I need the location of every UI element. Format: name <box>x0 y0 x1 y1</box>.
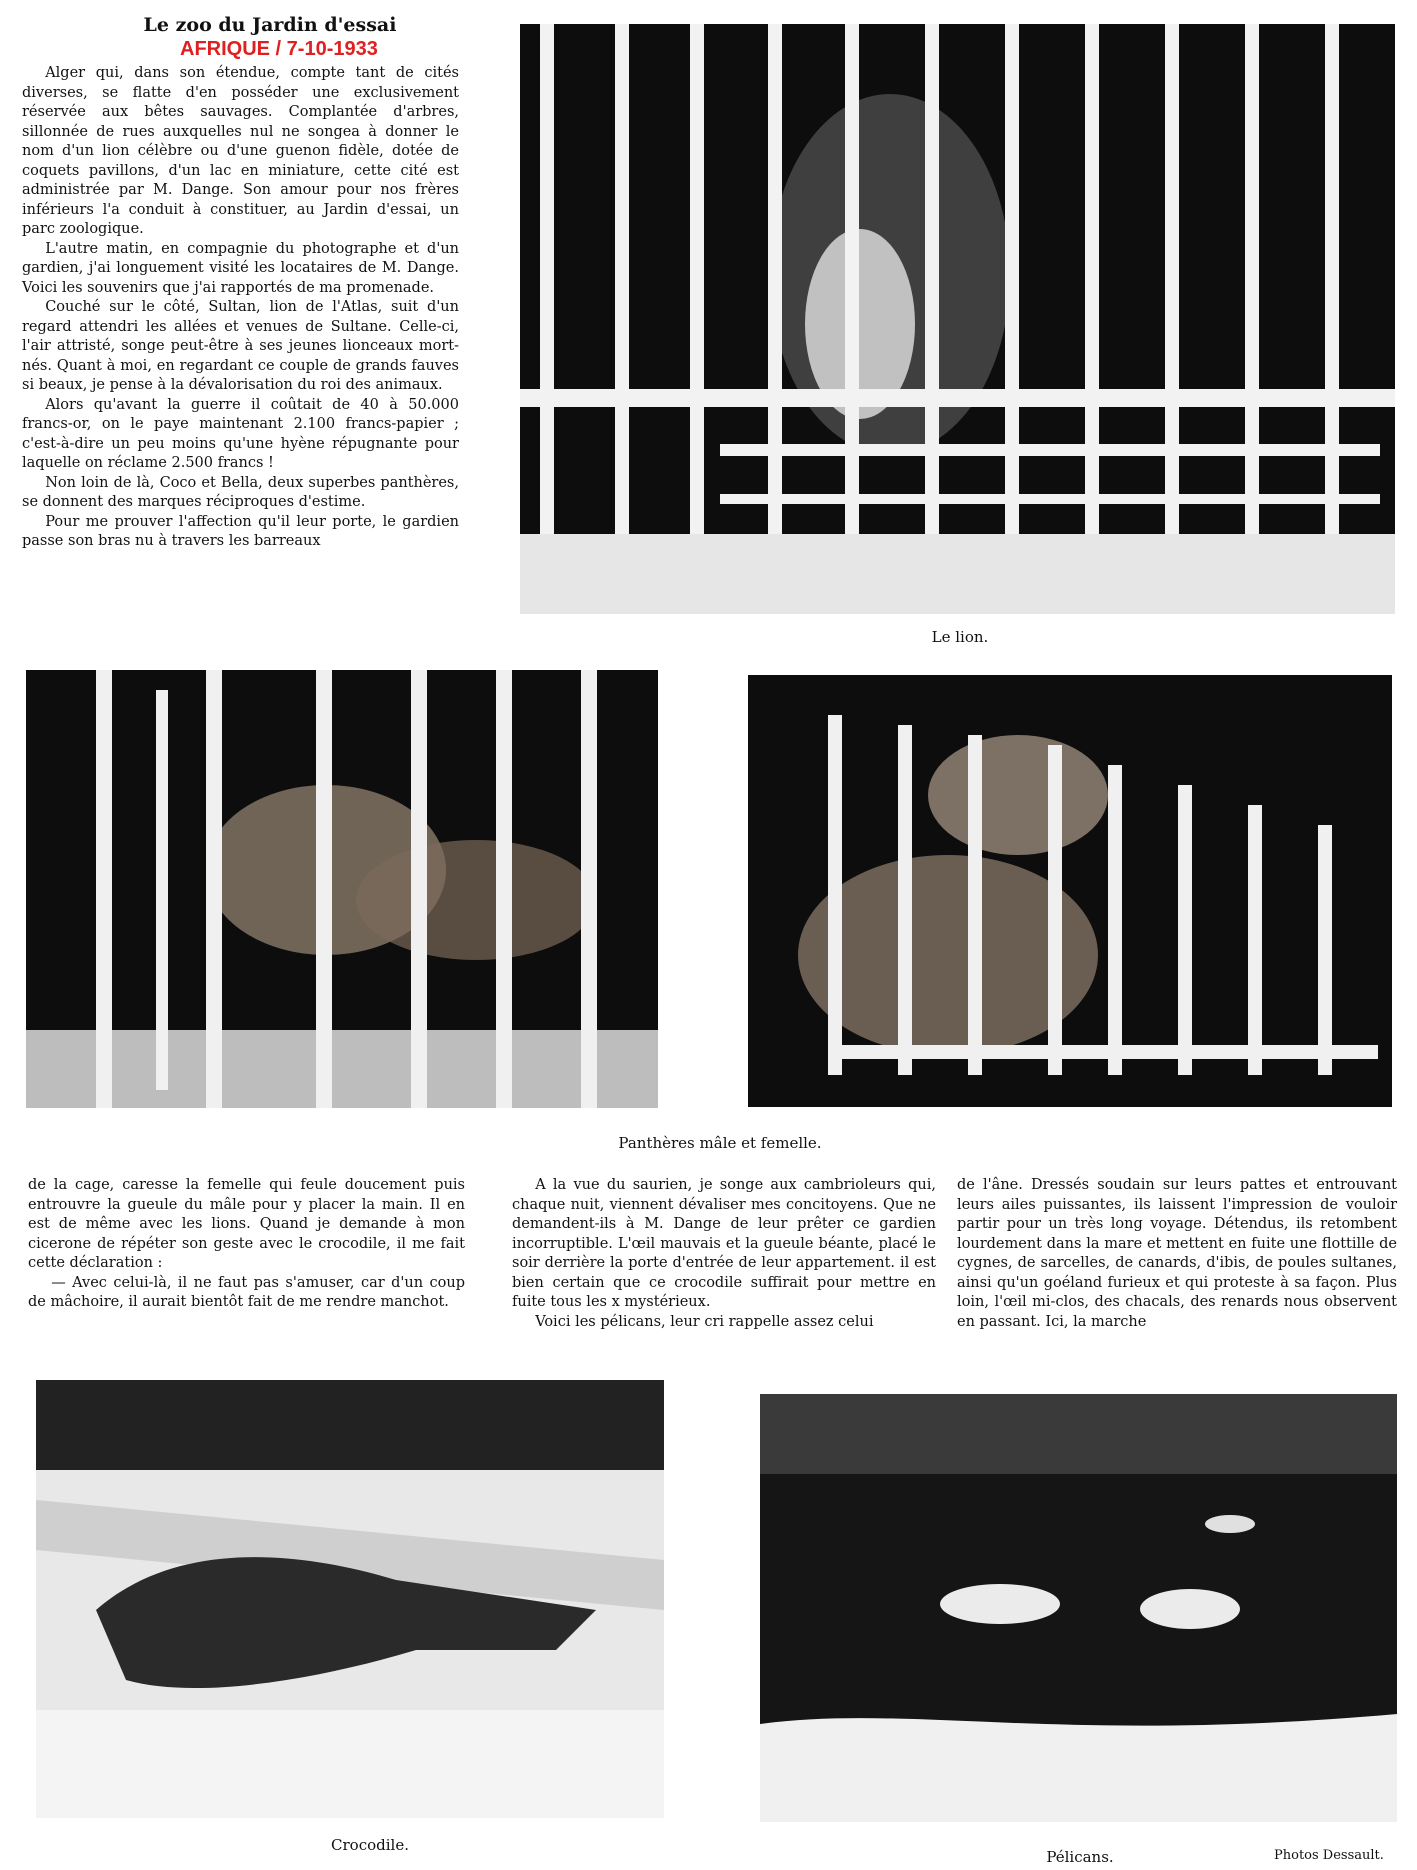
panther-male-photo <box>26 670 658 1108</box>
pelicans-photo <box>760 1394 1397 1822</box>
paragraph: de la cage, caresse la femelle qui feule doucement puis entrouvre la gueule du mâle pour y placer la main. Il en est de même avec les lions. Quand je demande à mon cicerone de répéter son geste avec le crocodile, il me fait cette déclaration : <box>28 1177 465 1271</box>
paragraph: Alger qui, dans son étendue, compte tant de cités diverses, se flatte d'en posséder une exclusivement réservée aux bêtes sauvages. Complantée d'arbres, sillonnée de rues auxquelles nul ne songea à donner le nom d'un lion célèbre ou d'une guenon fidèle, dotée de coquets pavillons, d'un lac en miniature, cette cité est administrée par M. Dange. Son amour pour nos frères inférieurs l'a conduit à constituer, au Jardin d'essai, un parc zoologique. <box>22 65 459 237</box>
panther-female-photo <box>748 675 1392 1107</box>
article-title: Le zoo du Jardin d'essai <box>143 14 397 36</box>
crocodile-photo <box>36 1380 664 1818</box>
lion-caption: Le lion. <box>931 628 989 646</box>
source-stamp: AFRIQUE / 7-10-1933 <box>180 38 378 60</box>
paragraph: Non loin de là, Coco et Bella, deux superbes panthères, se donnent des marques réciproques d'estime. <box>22 474 459 510</box>
text-column-top <box>22 64 459 552</box>
paragraph: Pour me prouver l'affection qu'il leur porte, le gardien passe son bras nu à travers les barreaux <box>22 513 459 549</box>
paragraph: A la vue du saurien, je songe aux cambrioleurs qui, chaque nuit, viennent dévaliser mes concitoyens. Que ne demandent-ils à M. Dange de leur prêter ce gardien incorruptible. L'œil mauvais et la gueule béante, placé le soir derrière la porte d'entrée de leur appartement. il est bien certain que ce crocodile suffirait pour mettre en fuite tous les x mystérieux. <box>512 1177 936 1310</box>
paragraph: L'autre matin, en compagnie du photographe et d'un gardien, j'ai longuement visité les locataires de M. Dange. Voici les souvenirs que j'ai rapportés de ma promenade. <box>22 240 459 296</box>
paragraph: Couché sur le côté, Sultan, lion de l'Atlas, suit d'un regard attendri les allées et venues de Sultane. Celle-ci, l'air attristé, songe peut-être à ses jeunes lionceaux mort-nés. Quant à moi, en regardant ce couple de grands fauves si beaux, je pense à la dévalorisation du roi des animaux. <box>22 299 459 393</box>
text-column-bottom-3 <box>957 1176 1397 1332</box>
text-column-bottom-2 <box>512 1176 936 1332</box>
paragraph: de l'âne. Dressés soudain sur leurs pattes et entrouvant leurs ailes puissantes, ils laissent l'impression de vouloir partir pour un très long voyage. Détendus, ils retombent lourdement dans la mare et mettent en fuite une flottille de cygnes, de sarcelles, de canards, d'ibis, de poules sultanes, ainsi qu'un goéland furieux et qui proteste à sa façon. Plus loin, l'œil mi-clos, des chacals, des renards nous observent en passant. Ici, la marche <box>957 1177 1397 1330</box>
pelicans-caption: Pélicans. <box>1046 1848 1114 1866</box>
lion-photo <box>520 24 1395 614</box>
paragraph: — Avec celui-là, il ne faut pas s'amuser, car d'un coup de mâchoire, il aurait bientôt fait de me rendre manchot. <box>28 1274 465 1310</box>
photo-credit: Photos Dessault. <box>1274 1848 1384 1863</box>
crocodile-caption: Crocodile. <box>331 1836 409 1854</box>
paragraph: Alors qu'avant la guerre il coûtait de 40 à 50.000 francs-or, on le paye maintenant 2.100 francs-papier ; c'est-à-dire un peu moins qu'une hyène répugnante pour laquelle on réclame 2.500 francs ! <box>22 396 459 471</box>
paragraph: Voici les pélicans, leur cri rappelle assez celui <box>535 1313 874 1330</box>
panthers-caption: Panthères mâle et femelle. <box>618 1134 822 1152</box>
text-column-bottom-1 <box>28 1176 465 1313</box>
